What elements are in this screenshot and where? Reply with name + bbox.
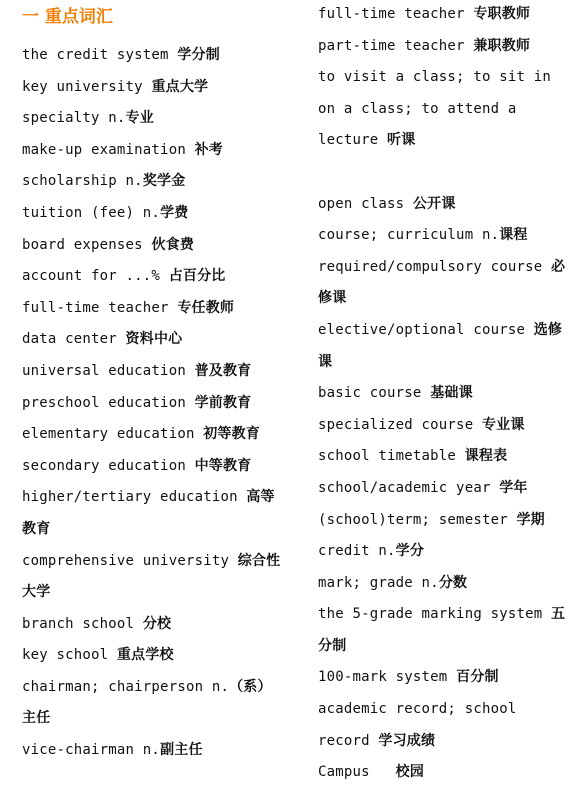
chinese-term: 伙食费: [151, 236, 195, 253]
english-term: the 5-grade marking system: [318, 606, 551, 623]
english-term: open class: [318, 195, 413, 212]
chinese-term: 基础课: [430, 385, 473, 402]
vocabulary-entry: [22, 230, 284, 262]
vocabulary-entry: [318, 31, 570, 63]
english-term: part-time teacher: [318, 37, 474, 54]
chinese-term: 高等教育: [22, 489, 275, 537]
english-term: academic record; school record: [318, 701, 517, 749]
english-term: mark; grade n.: [318, 574, 439, 591]
english-term: secondary education: [22, 457, 195, 474]
vocabulary-entry: [318, 220, 570, 252]
vocabulary-list-left: [22, 40, 284, 767]
chinese-term: 学前教育: [194, 394, 252, 411]
chinese-term: 课程: [499, 227, 528, 244]
chinese-term: （系）主任: [22, 678, 272, 727]
english-term: full-time teacher: [22, 299, 178, 316]
chinese-term: 学年: [499, 479, 528, 496]
chinese-term: 百分制: [456, 669, 499, 686]
vocabulary-entry: [22, 356, 284, 388]
english-term: key school: [22, 647, 117, 664]
chinese-term: 必修课: [318, 258, 566, 307]
english-term: preschool education: [22, 394, 195, 411]
chinese-term: 中等教育: [194, 457, 252, 474]
english-term: to visit a class; to sit in on a class; to attend a lecture: [318, 69, 551, 149]
english-term: course; curriculum n.: [318, 227, 500, 244]
vocabulary-entry: [22, 166, 284, 198]
chinese-term: 兼职教师: [473, 37, 531, 54]
english-term: branch school: [22, 615, 143, 632]
chinese-term: 选修课: [318, 321, 563, 370]
vocabulary-entry: [22, 419, 284, 451]
english-term: data center: [22, 331, 126, 348]
chinese-term: 学期: [516, 511, 545, 528]
chinese-term: 分校: [142, 615, 172, 632]
vocabulary-entry: [22, 198, 284, 230]
chinese-term: 补考: [194, 141, 223, 158]
vocabulary-entry: [318, 505, 570, 537]
vocabulary-entry: [318, 315, 570, 378]
vocabulary-entry: [22, 135, 284, 167]
vocabulary-entry: [318, 0, 570, 31]
vocabulary-entry: [318, 473, 570, 505]
vocabulary-entry: [22, 451, 284, 483]
chinese-term: 校园: [395, 764, 425, 781]
chinese-term: 公开课: [412, 195, 456, 212]
vocabulary-entry: [22, 735, 284, 767]
chinese-term: 资料中心: [125, 331, 183, 348]
vocabulary-entry: [22, 672, 284, 735]
english-term: full-time teacher: [318, 6, 474, 22]
section-heading: 一 重点词汇: [22, 7, 113, 27]
chinese-term: 学习成绩: [378, 732, 436, 749]
vocabulary-entry: [318, 189, 570, 221]
blank-line: [318, 157, 570, 189]
chinese-term: 重点大学: [151, 78, 209, 95]
english-term: board expenses: [22, 236, 152, 253]
english-term: the credit system: [22, 47, 178, 63]
chinese-term: 课程表: [464, 448, 508, 465]
english-term: higher/tertiary education: [22, 489, 247, 506]
english-term: chairman; chairperson n.: [22, 678, 230, 695]
english-term: specialty n.: [22, 110, 126, 127]
english-term: school/academic year: [318, 479, 500, 496]
chinese-term: 专任教师: [177, 299, 235, 316]
chinese-term: 专业: [125, 110, 154, 127]
english-term: universal education: [22, 362, 195, 379]
vocabulary-entry: [22, 293, 284, 325]
english-term: basic course: [318, 385, 431, 402]
vocabulary-entry: [318, 568, 570, 600]
chinese-term: 学分: [395, 543, 425, 560]
vocabulary-entry: [22, 640, 284, 672]
chinese-term: 学分制: [177, 47, 220, 63]
vocabulary-entry: [318, 441, 570, 473]
chinese-term: 专职教师: [473, 6, 531, 22]
english-term: scholarship n.: [22, 173, 143, 190]
vocabulary-entry: [22, 40, 284, 72]
vocabulary-entry: [318, 694, 570, 757]
chinese-term: 五分制: [318, 606, 566, 654]
vocabulary-entry: [22, 72, 284, 104]
chinese-term: 专业课: [481, 416, 525, 433]
vocabulary-entry: [22, 261, 284, 293]
english-term: Campus: [318, 764, 396, 781]
english-term: school timetable: [318, 448, 465, 465]
english-term: tuition (fee) n.: [22, 204, 161, 221]
chinese-term: 重点学校: [116, 647, 174, 664]
english-term: key university: [22, 78, 152, 95]
english-term: 100-mark system: [318, 669, 457, 686]
english-term: account for ...%: [22, 268, 169, 285]
chinese-term: 占百分比: [168, 268, 226, 285]
vocabulary-entry: [22, 609, 284, 641]
vocabulary-entry: [318, 62, 570, 157]
vocabulary-entry: [318, 410, 570, 442]
chinese-term: 听课: [387, 132, 416, 149]
english-term: elective/optional course: [318, 321, 534, 338]
vocabulary-entry: [22, 103, 284, 135]
english-term: specialized course: [318, 416, 482, 433]
english-term: required/compulsory course: [318, 258, 551, 275]
vocabulary-entry: [318, 662, 570, 694]
english-term: make-up examination: [22, 141, 195, 158]
vocabulary-entry: [318, 252, 570, 315]
chinese-term: 普及教育: [194, 362, 252, 379]
english-term: elementary education: [22, 426, 204, 443]
chinese-term: 奖学金: [142, 173, 186, 190]
english-term: vice-chairman n.: [22, 742, 161, 759]
vocabulary-entry: [318, 599, 570, 662]
chinese-term: 学费: [160, 204, 189, 221]
english-term: (school)term; semester: [318, 511, 517, 528]
vocabulary-entry: [22, 482, 284, 545]
chinese-term: 综合性大学: [22, 552, 281, 601]
vocabulary-entry: [318, 757, 570, 789]
chinese-term: 副主任: [160, 742, 203, 759]
chinese-term: 分数: [438, 574, 468, 591]
vocabulary-list-right: [318, 0, 570, 789]
vocabulary-entry: [318, 536, 570, 568]
english-term: credit n.: [318, 543, 396, 560]
vocabulary-entry: [22, 546, 284, 609]
vocabulary-entry: [318, 378, 570, 410]
english-term: comprehensive university: [22, 552, 238, 569]
vocabulary-entry: [22, 388, 284, 420]
chinese-term: 初等教育: [203, 426, 261, 443]
vocabulary-entry: [22, 324, 284, 356]
